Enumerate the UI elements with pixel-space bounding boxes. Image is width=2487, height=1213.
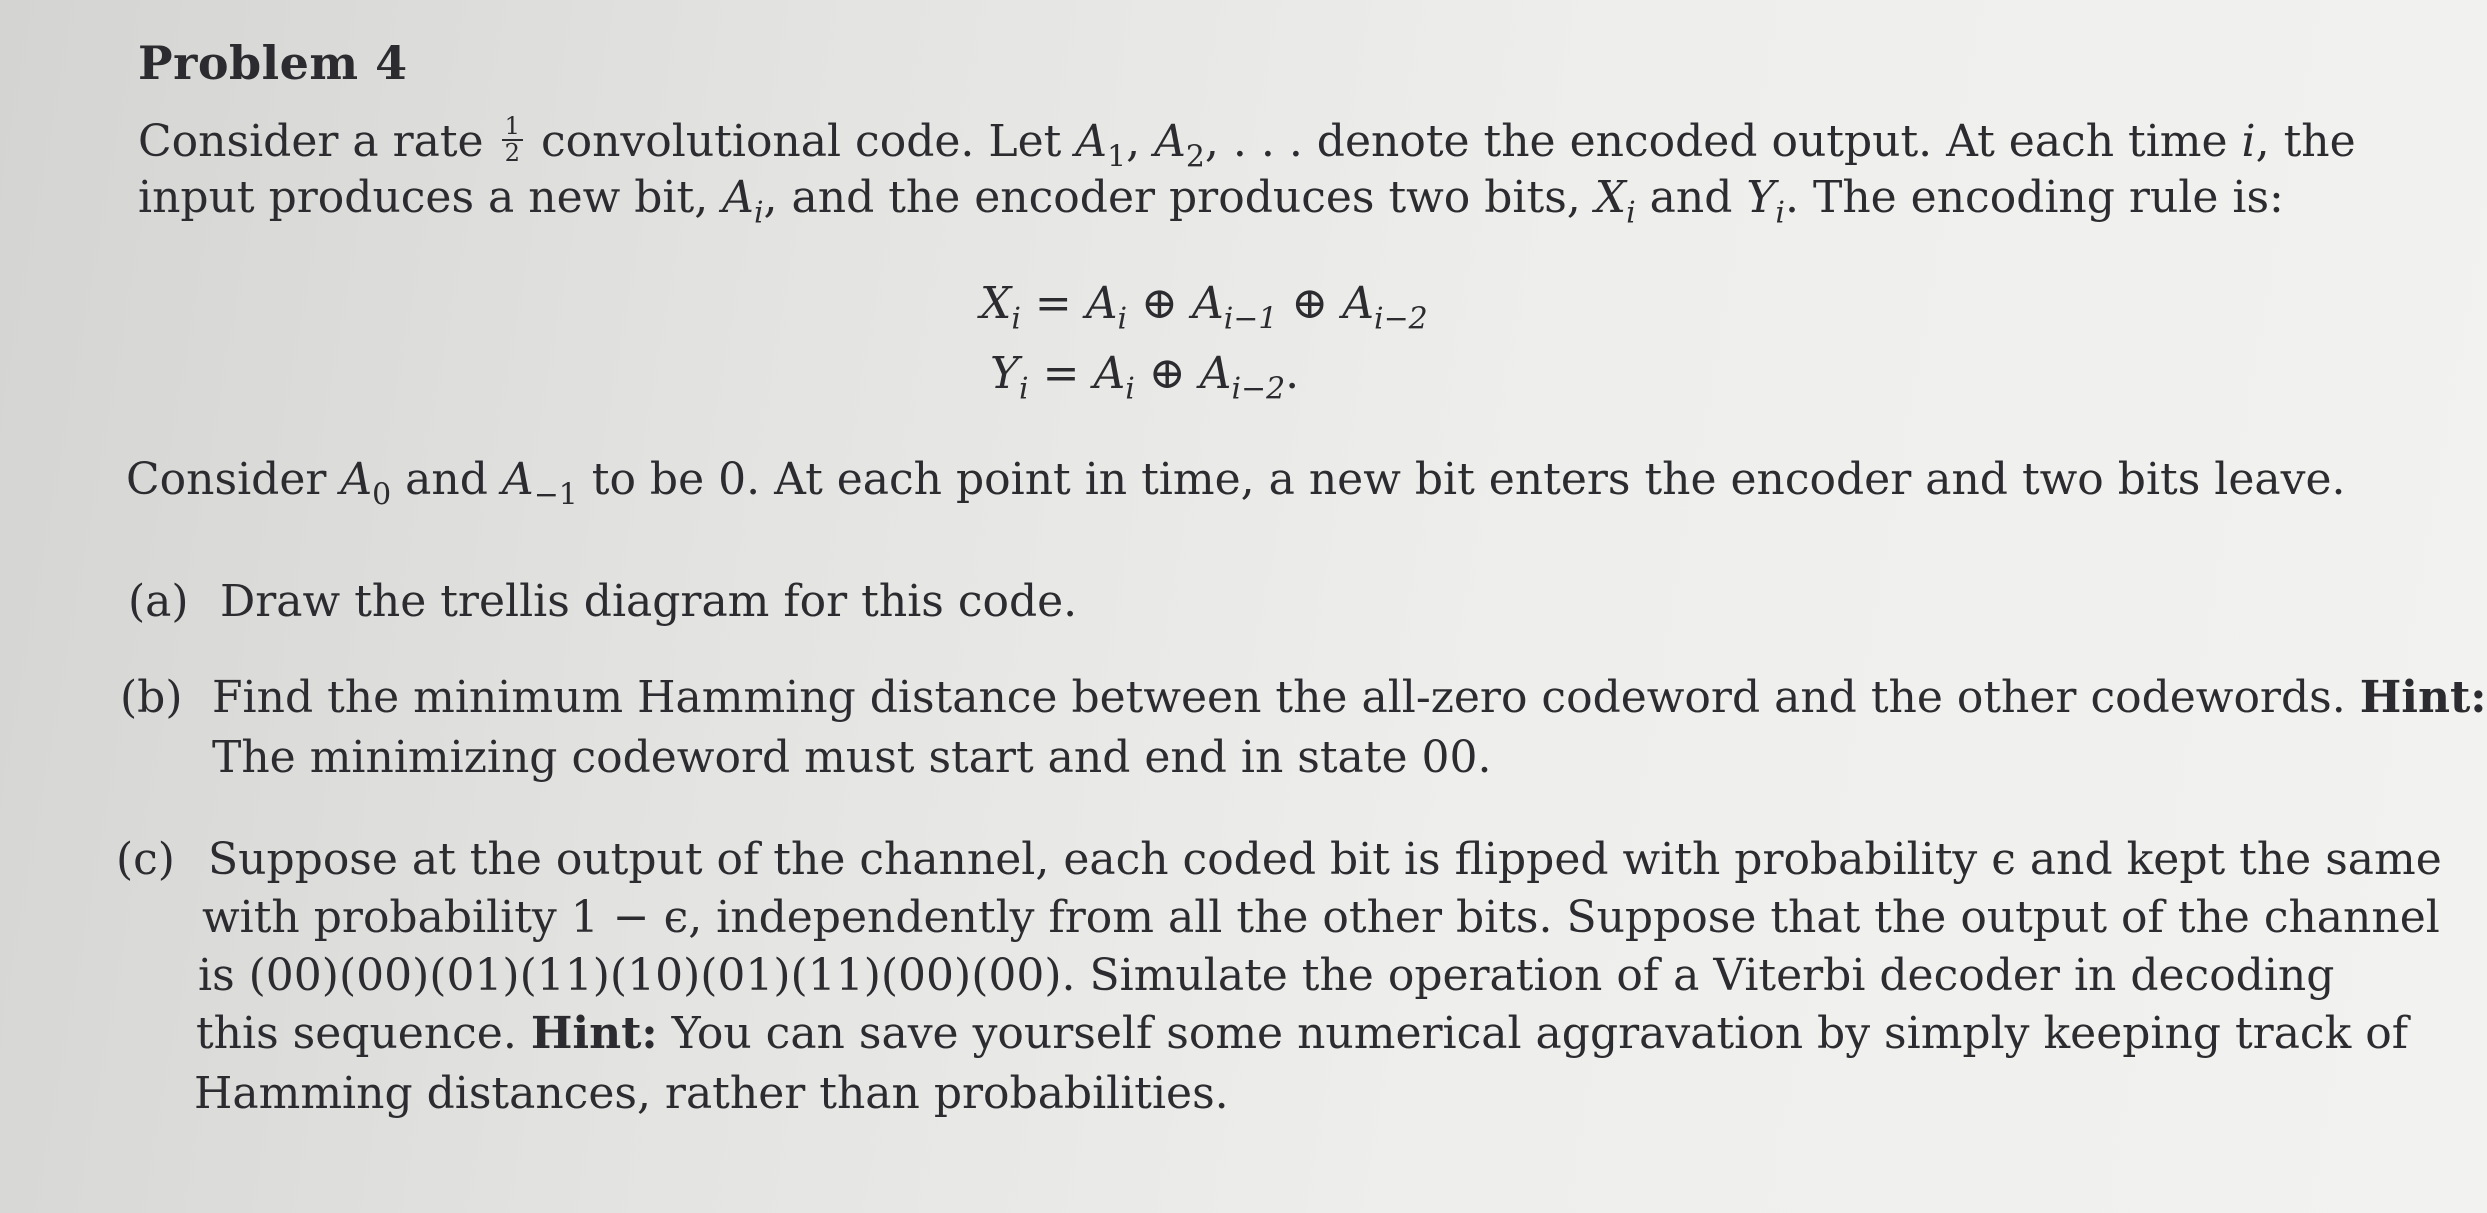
- equals-sign: =: [1020, 278, 1086, 329]
- part-c-line-2: with probability 1 − ϵ, independently from all the other bits. Suppose that the output of the channel: [202, 892, 2440, 943]
- period: .: [1285, 348, 1300, 399]
- math-subscript: i: [1775, 195, 1785, 231]
- intro-text: ,: [1126, 115, 1155, 167]
- equation-y: [990, 348, 1300, 407]
- hint-label: Hint:: [530, 1008, 658, 1059]
- fraction-numerator: 1: [502, 114, 523, 141]
- equals-sign: =: [1028, 348, 1094, 399]
- math-var-x: X: [980, 278, 1012, 329]
- math-var-a: A: [1191, 278, 1224, 329]
- intro-line-2: [138, 172, 2284, 231]
- math-subscript: i: [1019, 371, 1029, 407]
- math-var-i: i: [2241, 115, 2256, 167]
- part-b-line-2: The minimizing codeword must start and end in state 00.: [212, 732, 1492, 783]
- equation-x: [980, 278, 1428, 337]
- math-var-a: A: [501, 454, 534, 505]
- math-subscript: i−2: [1231, 371, 1286, 407]
- math-var-y: Y: [990, 348, 1020, 399]
- math-subscript: −1: [533, 477, 578, 513]
- part-c-label: (c): [116, 834, 175, 885]
- intro-text: , and the encoder produces two bits,: [763, 172, 1595, 223]
- part-c-text: this sequence.: [196, 1008, 531, 1059]
- math-var-x: X: [1594, 172, 1627, 223]
- part-c-line-5: Hamming distances, rather than probabilities.: [194, 1068, 1229, 1119]
- math-subscript: i: [1011, 301, 1021, 337]
- part-b-label: (b): [120, 672, 183, 723]
- math-var-a: A: [1154, 115, 1186, 167]
- xor-operator: ⊕: [1277, 278, 1343, 329]
- intro-text: Consider a rate: [138, 115, 484, 167]
- part-c-text: You can save yourself some numerical aggravation by simply keeping track of: [657, 1008, 2408, 1059]
- math-subscript: 2: [1185, 139, 1205, 175]
- consider-text: Consider: [126, 454, 341, 505]
- math-var-a: A: [1075, 115, 1108, 167]
- initial-condition-sentence: [126, 454, 2346, 513]
- intro-text: convolutional code. Let: [526, 115, 1076, 167]
- math-subscript: i−2: [1374, 301, 1428, 337]
- math-var-a: A: [1085, 278, 1118, 329]
- math-var-a: A: [1342, 278, 1375, 329]
- consider-text: and: [391, 454, 502, 505]
- math-var-a: A: [1199, 348, 1232, 399]
- math-var-a: A: [340, 454, 373, 505]
- fraction-denominator: 2: [504, 139, 520, 168]
- problem-title: Problem 4: [138, 36, 408, 90]
- part-a: [128, 576, 1078, 627]
- part-a-text: Draw the trellis diagram for this code.: [220, 576, 1078, 627]
- part-b-text: Find the minimum Hamming distance between the all-zero codeword and the other codewords.: [212, 672, 2360, 723]
- part-c-text: Suppose at the output of the channel, each coded bit is flipped with probability ϵ and kept the same: [208, 834, 2442, 885]
- math-var-a: A: [722, 172, 754, 223]
- intro-line-1: [138, 112, 2356, 175]
- xor-operator: ⊕: [1127, 278, 1192, 329]
- xor-operator: ⊕: [1134, 348, 1200, 399]
- part-c-line-1: [116, 834, 2442, 885]
- intro-text: and: [1635, 172, 1747, 223]
- part-c-line-4: [196, 1008, 2408, 1059]
- math-subscript: 0: [372, 477, 392, 513]
- math-subscript: i: [1626, 195, 1636, 231]
- part-b-line-1: [120, 672, 2487, 723]
- math-var-y: Y: [1746, 172, 1776, 223]
- math-subscript: i: [753, 195, 764, 231]
- intro-text: input produces a new bit,: [138, 172, 723, 223]
- math-subscript: i: [1125, 371, 1135, 407]
- math-var-a: A: [1093, 348, 1126, 399]
- math-subscript: i−1: [1223, 301, 1278, 337]
- part-a-label: (a): [128, 576, 189, 627]
- hint-label: Hint:: [2359, 672, 2487, 723]
- part-c-line-3: is (00)(00)(01)(11)(10)(01)(11)(00)(00). Simulate the operation of a Viterbi decoder in decoding: [198, 950, 2335, 1001]
- one-half-fraction: [502, 114, 523, 167]
- intro-text: , the: [2255, 115, 2356, 167]
- math-subscript: 1: [1107, 139, 1127, 175]
- intro-text: , . . . denote the encoded output. At each time: [1204, 115, 2242, 167]
- intro-text: . The encoding rule is:: [1785, 172, 2284, 223]
- math-subscript: i: [1117, 301, 1128, 337]
- consider-text: to be 0. At each point in time, a new bit enters the encoder and two bits leave.: [577, 454, 2346, 505]
